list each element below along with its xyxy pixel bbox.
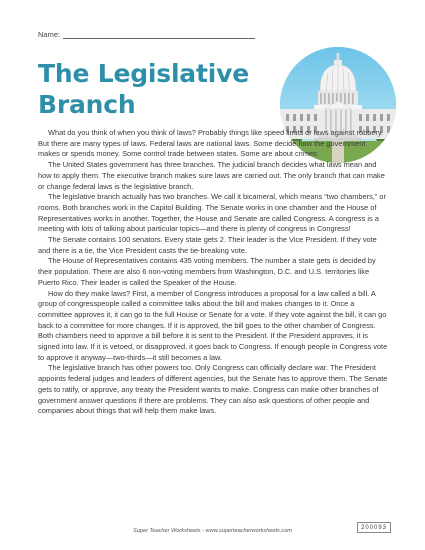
paragraph-2: The United States government has three branches. The judicial branch decides what laws mean and how to apply them. The executive branch makes sure laws are carried out. The only branch that can make or change federal laws is the legislative branch. xyxy=(38,160,385,191)
footer-credit: Super Teacher Worksheets - www.superteacherworksheets.com xyxy=(133,528,292,534)
paragraph-4: The Senate contains 100 senators. Every state gets 2. Their leader is the Vice President. If they vote and there is a tie, the Vice President casts the tie-breaking vote. xyxy=(38,235,377,255)
name-field[interactable] xyxy=(38,30,255,39)
paragraph-6: How do they make laws? First, a member of Congress introduces a proposal for a law called a bill. A group of congresspeople called a committee talks about the bill and makes changes to it. Once a committee approves it, it can go to the full House or Senate for a vote. If they vote against the bill, it can go back to a committee for more changes. If it is approved, the bill goes to the other chamber of Congress. Both chambers need to approve a bill before it is sent to the President. If the President approves, it is signed into law. If it is vetoed, or disapproved, it goes back to Congress. If enough people in Congress vote to approve it anyway—two-thirds—it still becomes a law. xyxy=(38,288,388,362)
page-title xyxy=(38,58,249,120)
name-label: Name: xyxy=(38,30,61,39)
title-line-1: The Legislative xyxy=(38,59,249,88)
paragraph-3: The legislative branch actually has two branches. We call it bicameral, which means “two chambers,” or rooms. Both branches work in the Capitol Building. The Senate works in one chamber and the House of Representatives works in another. Together, the House and Senate are called Congress. A congress is a meeting with lots of talking about particular topics—and there is plenty of congress in Congress! xyxy=(38,192,386,234)
name-blank-line[interactable] xyxy=(63,31,255,39)
worksheet-code: 200093 xyxy=(357,522,391,533)
article-body xyxy=(38,128,388,417)
paragraph-5: The House of Representatives contains 435 voting members. The number a state gets is decided by their population. There are also 6 non-voting members from Washington, D.C. and U.S. territories like Puerto Rico. Their leader is called the Speaker of the House. xyxy=(38,256,376,287)
paragraph-7: The legislative branch has other powers too. Only Congress can officially declare war. The President appoints federal judges and leaders of different agencies, but the Senate has to approve them. The Senate gets to ratify, or approve, any treaty the President wants to make. Congress can make other branches of government answer questions if there are problems. They can also ask questions of other people and companies about things that will help them make laws. xyxy=(38,363,388,416)
paragraph-1: What do you think of when you think of laws? Probably things like speed limits or laws against robbery. But there are many types of laws. Federal laws are national laws. Some decide how the government makes or spends money. Some control trade between states. Some are about crimes. xyxy=(38,128,384,159)
title-line-2: Branch xyxy=(38,90,136,119)
